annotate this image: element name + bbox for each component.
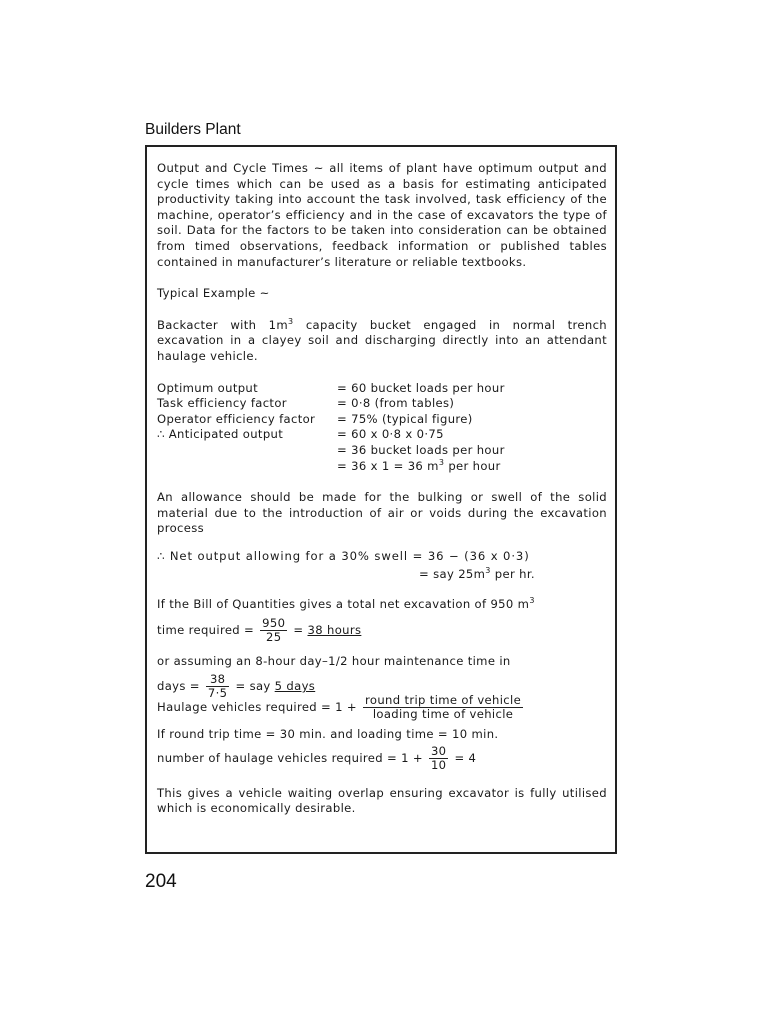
time-numerator: 950 (262, 615, 286, 630)
allowance-paragraph: An allowance should be made for the bulking or swell of the solid material due to the introduction of air or voids during the excavation process (157, 490, 607, 536)
optimum-value: = 60 bucket loads per hour (337, 380, 505, 395)
conclusion-paragraph: This gives a vehicle waiting overlap ensuring excavator is fully utilised which is economically desirable. (157, 785, 607, 816)
operator-value: = 75% (typical figure) (337, 411, 473, 426)
page-number: 204 (145, 871, 177, 892)
calc-row-task (157, 396, 505, 412)
vehicles-denominator: 10 (430, 757, 447, 772)
days-result: 5 days (274, 679, 316, 694)
optimum-label: Optimum output (157, 380, 259, 395)
haulage-label: Haulage vehicles required = 1 + (157, 700, 357, 715)
calc-row-anticipated (157, 427, 505, 443)
intro-paragraph: Output and Cycle Times ~ all items of plant have optimum output and cycle times which can be used as a basis for estimating anticipated productivity taking into account the task involved, task efficiency of the machine, operator’s efficiency and in the case of excavators the type of soil. Data for the factors to be taken into consideration can be obtained from timed observations, feedback information or published tables contained in manufacturer’s literature or reliable textbooks. (157, 161, 607, 269)
vehicles-numerator: 30 (430, 743, 447, 758)
time-result: 38 hours (307, 622, 362, 637)
net-output-line: ∴ Net output allowing for a 30% swell = 36 − (36 x 0·3) (157, 548, 530, 563)
result2-a: = 36 x 1 = 36 m (337, 458, 439, 473)
operator-label: Operator efficiency factor (157, 411, 316, 426)
anticipated-label: ∴ Anticipated output (157, 427, 284, 442)
bill-text: If the Bill of Quantities gives a total net excavation of 950 m (157, 597, 530, 612)
result2-value (337, 459, 505, 475)
bill-line (157, 597, 607, 613)
net-output-result-sup: 3 (485, 566, 491, 576)
vehicles-fraction (429, 745, 448, 772)
number-vehicles-line (157, 745, 607, 772)
time-equals: = (293, 622, 304, 637)
calc-row-operator (157, 412, 505, 428)
example-text-b: capacity bucket engaged in normal trench excavation in a clayey soil and discharging directly into an attendant haulage vehicle. (157, 317, 607, 363)
assuming-line: or assuming an 8-hour day–1/2 hour maintenance time in (157, 653, 511, 668)
time-required-line (157, 617, 607, 644)
days-numerator: 38 (206, 673, 230, 687)
net-output-result-a: = say 25m (419, 567, 486, 582)
example-text-sup: 3 (288, 316, 294, 326)
calc-row-result2 (157, 459, 505, 475)
calc-row-optimum (157, 381, 505, 397)
running-head-title: Builders Plant (145, 121, 241, 138)
result2-b: per hour (444, 458, 501, 473)
vehicles-result: = 4 (454, 750, 477, 765)
days-denominator: 7·5 (207, 686, 228, 701)
time-denominator: 25 (266, 629, 282, 644)
haulage-denominator: loading time of vehicle (372, 707, 514, 722)
example-heading: Typical Example ~ (157, 286, 270, 301)
task-label: Task efficiency factor (157, 396, 287, 411)
net-output-result (157, 567, 607, 583)
haulage-fraction (363, 694, 523, 721)
content-box (145, 145, 617, 854)
example-text-a: Backacter with 1m (157, 317, 289, 332)
bill-text-sup: 3 (529, 596, 535, 606)
content-body (157, 161, 607, 817)
result1-value: = 36 bucket loads per hour (337, 442, 505, 457)
result2-sup: 3 (438, 457, 445, 467)
calculation-table (157, 381, 505, 475)
round-trip-line: If round trip time = 30 min. and loading time = 10 min. (157, 727, 499, 742)
task-value: = 0·8 (from tables) (337, 396, 455, 411)
example-paragraph (157, 318, 607, 365)
days-equals: = say (235, 679, 271, 694)
haulage-numerator: round trip time of vehicle (365, 693, 522, 708)
net-output-result-b: per hr. (490, 567, 535, 582)
number-vehicles-label: number of haulage vehicles required = 1 + (157, 750, 423, 765)
time-required-label: time required = (157, 622, 255, 637)
calc-row-result1 (157, 443, 505, 459)
time-fraction (260, 617, 287, 644)
haulage-line (157, 694, 607, 721)
days-label: days = (157, 679, 200, 694)
anticipated-value: = 60 x 0·8 x 0·75 (337, 427, 444, 442)
